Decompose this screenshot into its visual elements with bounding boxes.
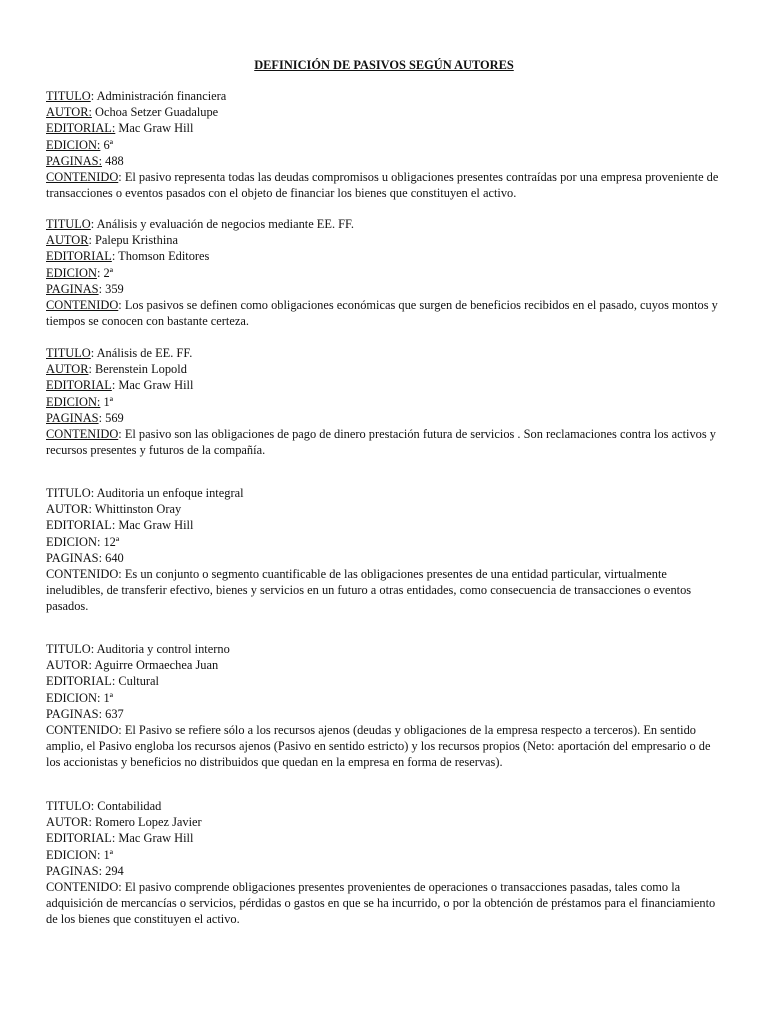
separator: :	[96, 690, 104, 705]
contenido-value: El pasivo comprende obligaciones presentes provenientes de operaciones o transacciones pasadas, tales como la adquisición de mercancías o servicios, pérdidas o gastos en que se ha incurrido, o por la obtención de préstamos para el financiamiento de los bienes que constituyen el activo.	[46, 880, 716, 927]
contenido-value: El Pasivo se refiere sólo a los recursos ajenos (deudas y obligaciones de la empresa respecto a terceros). En sentido amplio, el Pasivo engloba los recursos ajenos (Pasivo en sentido estricto) y los recursos propios (Neto: aportación del empresario o de los accionistas y beneficios no distribuidos que quedan en la empresa en forma de reservas).	[46, 723, 711, 770]
titulo-line	[46, 88, 726, 104]
separator: :	[118, 723, 125, 738]
editorial-label: EDITORIAL:	[46, 121, 116, 136]
edicion-line	[46, 137, 726, 153]
contenido-value: El pasivo son las obligaciones de pago de dinero prestación futura de servicios . Son reclamaciones contra los activos y recursos presentes y futuros de la compañía.	[46, 427, 716, 458]
contenido-value: El pasivo representa todas las deudas compromisos u obligaciones presentes contraídas por una empresa proveniente de transacciones o eventos pasados con el objeto de financiar los bienes que constituyen el activo.	[46, 170, 719, 201]
edicion-value: 12ª	[103, 534, 120, 549]
edicion-label: EDICION	[46, 265, 97, 280]
separator: :	[90, 89, 97, 103]
contenido-label: CONTENIDO	[46, 298, 119, 313]
editorial-line	[46, 517, 726, 533]
book-entry	[46, 88, 726, 201]
editorial-label: EDITORIAL	[46, 674, 112, 689]
editorial-value: Mac Graw Hill	[118, 518, 194, 533]
autor-value: Ochoa Setzer Guadalupe	[95, 105, 219, 120]
editorial-label: EDITORIAL	[46, 249, 112, 264]
separator: :	[88, 362, 96, 377]
titulo-line	[46, 345, 726, 361]
paginas-label: PAGINAS	[46, 410, 99, 425]
editorial-value: Mac Graw Hill	[118, 378, 194, 393]
contenido-value: Es un conjunto o segmento cuantificable de las obligaciones presentes de una entidad particular, virtualmente ineludibles, de transferir efectivo, bienes y servicios en un futuro a otras entidades, como consecuencia de transacciones o eventos pasados.	[46, 567, 692, 614]
titulo-value: Auditoria un enfoque integral	[96, 486, 244, 500]
separator: :	[96, 265, 104, 280]
contenido-label: CONTENIDO	[46, 427, 119, 442]
book-entry	[46, 485, 726, 615]
paginas-label: PAGINAS	[46, 863, 99, 878]
editorial-line	[46, 673, 726, 689]
autor-value: Aguirre Ormaechea Juan	[94, 658, 219, 673]
titulo-value: Contabilidad	[97, 799, 162, 813]
editorial-value: Mac Graw Hill	[118, 831, 194, 846]
separator: :	[111, 831, 119, 846]
edicion-line	[46, 394, 726, 410]
separator: :	[88, 502, 95, 517]
paginas-label: PAGINAS	[46, 550, 99, 565]
separator: :	[118, 567, 125, 582]
autor-value: Whittinston Oray	[94, 502, 182, 517]
autor-line	[46, 232, 726, 248]
autor-value: Berenstein Lopold	[95, 362, 187, 377]
titulo-value: Administración financiera	[96, 89, 227, 103]
book-entry	[46, 345, 726, 458]
separator: :	[98, 706, 106, 721]
book-entry	[46, 641, 726, 771]
paginas-line	[46, 550, 726, 566]
edicion-line	[46, 847, 726, 863]
contenido-paragraph	[46, 297, 726, 329]
contenido-label: CONTENIDO	[46, 723, 119, 738]
separator: :	[98, 281, 106, 296]
edicion-value: 2ª	[103, 265, 114, 280]
autor-label: AUTOR	[46, 362, 89, 377]
contenido-paragraph	[46, 169, 726, 201]
editorial-value: Thomson Editores	[118, 249, 210, 264]
separator: :	[98, 550, 106, 565]
contenido-label: CONTENIDO	[46, 880, 119, 895]
contenido-paragraph	[46, 566, 726, 615]
autor-label: AUTOR	[46, 815, 89, 830]
editorial-line	[46, 830, 726, 846]
separator: :	[96, 847, 104, 862]
editorial-value: Cultural	[118, 674, 159, 689]
titulo-label: TITULO	[46, 642, 91, 656]
edicion-label: EDICION	[46, 847, 97, 862]
edicion-line	[46, 690, 726, 706]
book-entry	[46, 798, 726, 928]
editorial-line	[46, 377, 726, 393]
autor-line	[46, 104, 726, 120]
titulo-line	[46, 216, 726, 232]
paginas-line	[46, 706, 726, 722]
paginas-value: 488	[105, 153, 124, 168]
titulo-line	[46, 641, 726, 657]
edicion-value: 1ª	[103, 690, 114, 705]
contenido-paragraph	[46, 426, 726, 458]
titulo-label: TITULO	[46, 799, 91, 813]
titulo-label: TITULO	[46, 89, 91, 103]
titulo-value: Auditoria y control interno	[96, 642, 230, 656]
edicion-line	[46, 265, 726, 281]
editorial-label: EDITORIAL	[46, 378, 112, 393]
paginas-label: PAGINAS	[46, 281, 99, 296]
autor-value: Palepu Kristhina	[95, 233, 178, 248]
separator: :	[90, 799, 98, 813]
paginas-value: 640	[105, 550, 124, 565]
editorial-label: EDITORIAL	[46, 518, 112, 533]
paginas-label: PAGINAS:	[46, 153, 103, 168]
paginas-line	[46, 863, 726, 879]
separator: :	[96, 534, 104, 549]
titulo-label: TITULO	[46, 217, 91, 231]
paginas-value: 637	[105, 706, 124, 721]
separator: :	[111, 378, 119, 393]
separator: :	[98, 410, 106, 425]
autor-line	[46, 814, 726, 830]
contenido-paragraph	[46, 879, 726, 928]
separator: :	[90, 486, 97, 500]
paginas-line	[46, 281, 726, 297]
autor-label: AUTOR:	[46, 105, 92, 120]
book-entry	[46, 216, 726, 329]
contenido-label: CONTENIDO	[46, 170, 119, 185]
edicion-label: EDICION	[46, 534, 97, 549]
autor-label: AUTOR	[46, 233, 89, 248]
edicion-line	[46, 534, 726, 550]
separator: :	[88, 815, 96, 830]
separator: :	[90, 642, 97, 656]
titulo-label: TITULO	[46, 346, 91, 360]
editorial-line	[46, 120, 726, 136]
separator: :	[111, 249, 119, 264]
edicion-label: EDICION:	[46, 394, 101, 409]
paginas-label: PAGINAS	[46, 706, 99, 721]
autor-line	[46, 501, 726, 517]
paginas-line	[46, 410, 726, 426]
edicion-label: EDICION	[46, 690, 97, 705]
separator: :	[118, 880, 125, 895]
autor-line	[46, 361, 726, 377]
separator: :	[90, 346, 97, 360]
autor-value: Romero Lopez Javier	[95, 815, 202, 830]
titulo-line	[46, 485, 726, 501]
contenido-paragraph	[46, 722, 726, 771]
paginas-value: 294	[105, 863, 124, 878]
titulo-value: Análisis y evaluación de negocios mediante EE. FF.	[96, 217, 355, 231]
titulo-value: Análisis de EE. FF.	[96, 346, 193, 360]
separator: :	[88, 233, 96, 248]
separator: :	[118, 170, 125, 185]
edicion-value: 1ª	[103, 847, 114, 862]
autor-line	[46, 657, 726, 673]
separator: :	[88, 658, 95, 673]
paginas-value: 359	[105, 281, 124, 296]
edicion-value: 6ª	[103, 137, 114, 152]
paginas-value: 569	[105, 410, 124, 425]
paginas-line	[46, 153, 726, 169]
autor-label: AUTOR	[46, 658, 89, 673]
separator: :	[90, 217, 97, 231]
separator: :	[111, 518, 119, 533]
titulo-line	[46, 798, 726, 814]
separator: :	[111, 674, 119, 689]
document-title: DEFINICIÓN DE PASIVOS SEGÚN AUTORES	[254, 58, 514, 72]
separator: :	[98, 863, 106, 878]
edicion-value: 1ª	[103, 394, 114, 409]
contenido-value: Los pasivos se definen como obligaciones económicas que surgen de beneficios recibidos en el pasado, cuyos montos y tiempos se conocen con bastante certeza.	[46, 298, 718, 329]
separator: :	[118, 427, 125, 442]
editorial-value: Mac Graw Hill	[118, 121, 194, 136]
separator: :	[118, 298, 125, 313]
contenido-label: CONTENIDO	[46, 567, 119, 582]
editorial-line	[46, 248, 726, 264]
editorial-label: EDITORIAL	[46, 831, 112, 846]
autor-label: AUTOR	[46, 502, 89, 517]
titulo-label: TITULO	[46, 486, 91, 500]
edicion-label: EDICION:	[46, 137, 101, 152]
